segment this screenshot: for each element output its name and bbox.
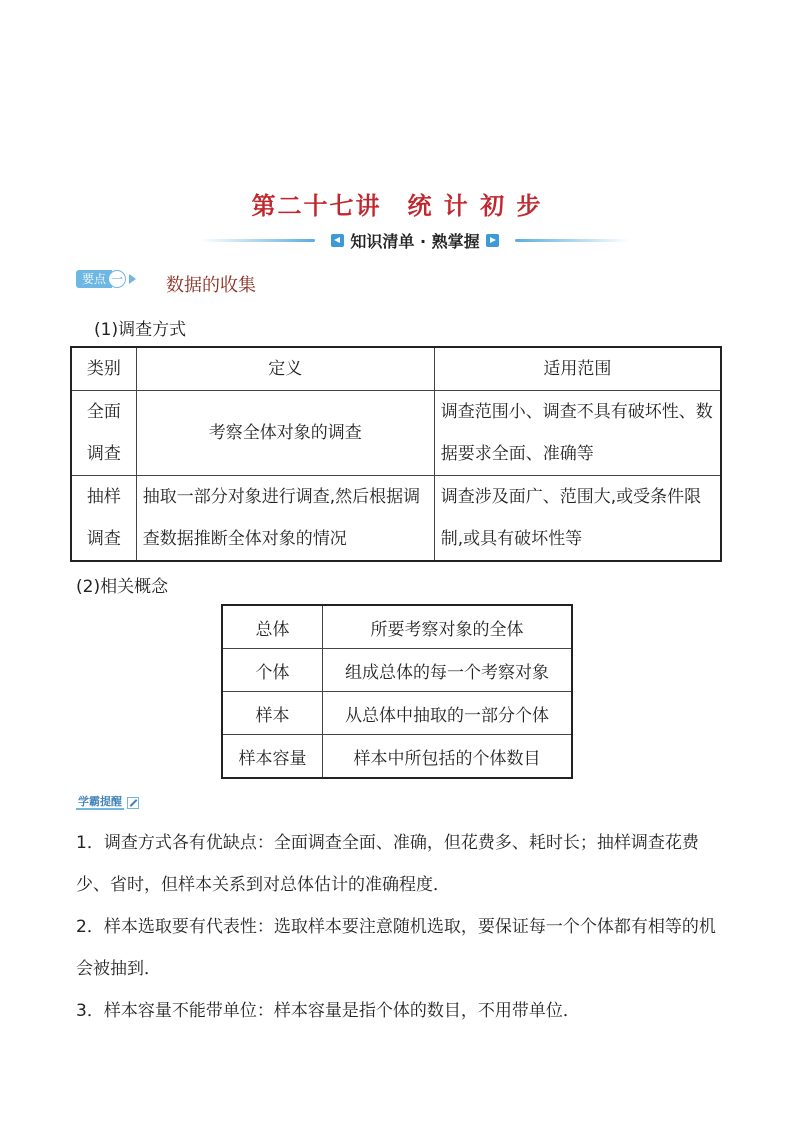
row-scope: 调查涉及面广、范围大,或受条件限制,或具有破坏性等 — [434, 476, 721, 562]
row-definition: 考察全体对象的调查 — [136, 391, 434, 476]
row-scope: 调查范围小、调查不具有破坏性、数据要求全面、准确等 — [434, 391, 721, 476]
section-label: 知识清单 · 熟掌握 — [350, 231, 480, 251]
tip-badge — [76, 795, 139, 810]
concept-term: 样本容量 — [222, 735, 323, 779]
note-item: 2．样本选取要有代表性：选取样本要注意随机选取，要保证每一个个体都有相等的机会被抽到． — [76, 917, 716, 979]
concept-meaning: 样本中所包括的个体数目 — [323, 735, 573, 779]
pencil-icon — [127, 797, 139, 809]
concept-meaning: 从总体中抽取的一部分个体 — [323, 692, 573, 735]
table-row — [222, 649, 572, 692]
arrow-right-icon — [129, 274, 136, 284]
category-line: 抽样 — [86, 487, 121, 507]
category-line: 调查 — [86, 444, 121, 464]
part2-heading: (2)相关概念 — [76, 577, 169, 597]
concept-table — [221, 604, 573, 779]
header-category: 类别 — [71, 347, 136, 391]
section-label-wrap — [315, 228, 515, 252]
header-definition: 定义 — [136, 347, 434, 391]
concept-term: 样本 — [222, 692, 323, 735]
table-header-row — [71, 347, 721, 391]
note-item: 3．样本容量不能带单位：样本容量是指个体的数目，不用带单位． — [76, 1001, 580, 1021]
row-definition: 抽取一部分对象进行调查,然后根据调查数据推断全体对象的情况 — [136, 476, 434, 562]
section-rule-right — [515, 239, 630, 242]
concept-term: 总体 — [222, 605, 323, 649]
row-category — [71, 476, 136, 562]
survey-method-table — [70, 346, 722, 562]
triangle-right-icon — [486, 234, 499, 247]
concept-meaning: 组成总体的每一个考察对象 — [323, 649, 573, 692]
section-bar — [200, 228, 630, 252]
page-title: 第二十七讲 统 计 初 步 — [251, 192, 543, 220]
table-row — [222, 605, 572, 649]
triangle-left-icon — [331, 234, 344, 247]
key-point-badge — [76, 270, 136, 288]
row-category — [71, 391, 136, 476]
tip-label: 学霸提醒 — [78, 795, 122, 808]
note-item: 1．调查方式各有优缺点：全面调查全面、准确，但花费多、耗时长；抽样调查花费少、省时，但样本关系到对总体估计的准确程度． — [76, 833, 699, 895]
section-rule-left — [200, 239, 315, 242]
key-point-number: 一 — [108, 270, 126, 288]
table-row — [71, 391, 721, 476]
concept-term: 个体 — [222, 649, 323, 692]
key-point-tag: 要点 — [76, 270, 112, 288]
category-line: 全面 — [86, 402, 121, 422]
header-scope: 适用范围 — [434, 347, 721, 391]
concept-meaning: 所要考察对象的全体 — [323, 605, 573, 649]
table-row — [222, 692, 572, 735]
table-row — [222, 735, 572, 779]
category-line: 调查 — [86, 529, 121, 549]
part1-heading: (1)调查方式 — [94, 320, 187, 340]
table-row — [71, 476, 721, 562]
key-point-title: 数据的收集 — [166, 275, 256, 296]
